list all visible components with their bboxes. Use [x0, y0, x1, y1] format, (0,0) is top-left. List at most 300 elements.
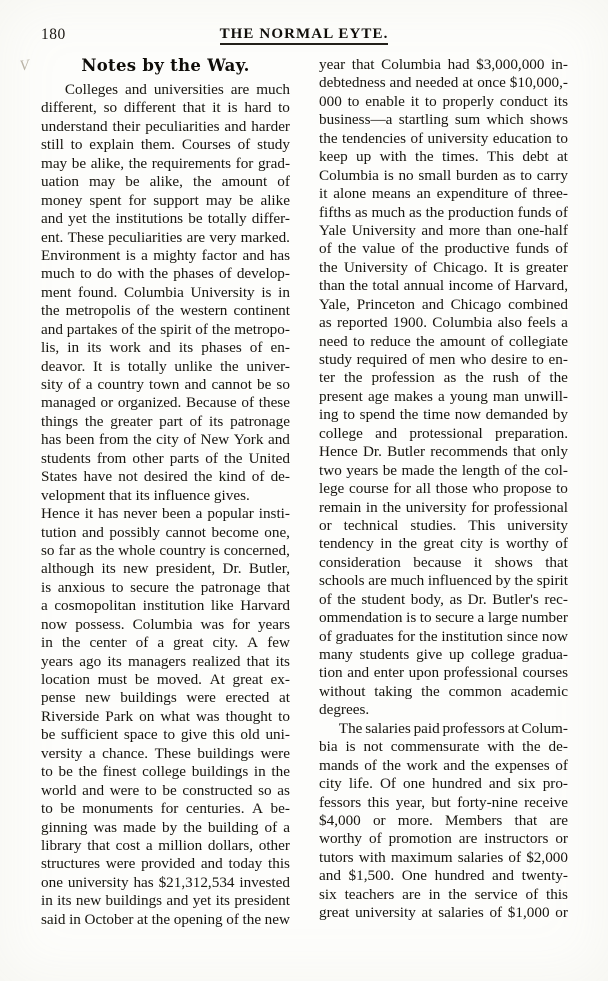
word: college	[319, 424, 363, 442]
text-line	[41, 911, 290, 929]
word: the	[349, 277, 369, 295]
word: en-	[270, 339, 290, 357]
word: number	[521, 609, 568, 627]
word: uni-	[265, 726, 290, 744]
text-line	[41, 192, 290, 210]
word: protessional	[409, 424, 483, 442]
word: dollars,	[207, 836, 254, 854]
word: may	[205, 191, 233, 209]
word: taking	[374, 682, 413, 700]
word: in	[41, 892, 53, 910]
word: to	[278, 99, 290, 117]
word: Hence	[319, 443, 358, 461]
word: parts	[169, 449, 200, 467]
word: not	[363, 738, 383, 756]
word: the	[419, 627, 438, 645]
word: expenditure	[436, 185, 509, 203]
word: and	[242, 246, 265, 264]
text-line	[41, 689, 290, 707]
word: work	[406, 756, 438, 774]
word: of	[414, 258, 427, 276]
word: one,	[264, 523, 290, 541]
text-line	[319, 591, 568, 609]
word: be	[257, 376, 272, 393]
text-line	[41, 653, 290, 671]
word: the	[549, 369, 568, 387]
word: to	[520, 166, 533, 184]
word: is	[383, 166, 394, 184]
word: $2,000	[526, 848, 568, 866]
word: buildings	[197, 744, 254, 762]
word: startling	[398, 111, 449, 129]
word: the	[193, 173, 212, 191]
word: Park	[105, 707, 134, 725]
text-line	[319, 830, 568, 848]
word: It	[93, 357, 103, 375]
word: in	[365, 498, 378, 516]
word: concerned,	[223, 541, 290, 559]
word: building	[207, 818, 259, 836]
text-line	[41, 468, 290, 486]
word: consideration	[319, 553, 401, 571]
text-line	[41, 431, 290, 449]
word: mighty	[153, 246, 197, 264]
word: Dr.	[467, 590, 487, 608]
word: upon	[408, 664, 440, 682]
word: support	[153, 191, 199, 209]
word: to	[111, 578, 124, 596]
word: in	[380, 535, 393, 553]
text-line	[319, 443, 568, 461]
word: for	[397, 627, 416, 645]
word: be	[58, 763, 73, 781]
word: greater	[110, 412, 153, 430]
word: be-	[270, 800, 290, 818]
word: it	[410, 92, 420, 110]
text-line	[41, 542, 290, 560]
word: totally	[127, 357, 167, 375]
word: is	[41, 578, 52, 596]
word: Riverside	[41, 707, 100, 725]
word: and	[200, 855, 223, 873]
text-line	[41, 265, 290, 283]
word: the	[155, 302, 175, 320]
word: the	[416, 332, 435, 350]
word: with	[117, 265, 145, 283]
word: institutions	[115, 210, 184, 228]
text-line	[319, 757, 568, 775]
word: totally	[207, 210, 247, 228]
word: constructed	[182, 781, 253, 799]
word: country	[159, 541, 206, 559]
word: of	[508, 848, 522, 866]
word: things	[41, 412, 79, 430]
word: students	[359, 646, 410, 663]
word: institution	[142, 597, 205, 615]
word: new	[85, 689, 111, 707]
word: a	[85, 376, 93, 393]
word: tutors	[319, 848, 354, 866]
word: States	[41, 468, 78, 486]
word: old	[240, 726, 260, 744]
word: finest	[102, 763, 137, 781]
word: in	[67, 339, 80, 357]
word: and	[492, 867, 514, 885]
text-line	[319, 462, 568, 480]
text-line	[41, 708, 290, 726]
word: metropolis	[65, 302, 131, 320]
text-line	[319, 609, 568, 627]
word: kind	[218, 468, 246, 486]
word: university	[355, 904, 416, 922]
word: of	[195, 320, 208, 338]
word: sity	[41, 376, 63, 393]
word: be	[188, 210, 203, 228]
text-line	[41, 394, 290, 412]
word: never	[123, 505, 158, 523]
word: that	[267, 578, 290, 596]
word: cosmopolitan	[54, 597, 137, 615]
word: univer-	[246, 357, 290, 375]
word: funds	[515, 240, 550, 258]
text-line	[41, 800, 290, 818]
word: without	[319, 682, 366, 700]
word: town	[149, 376, 180, 393]
word: great	[173, 634, 204, 652]
word: years	[41, 652, 74, 670]
word: study	[257, 136, 290, 154]
word: by	[552, 406, 568, 424]
word: a	[141, 246, 148, 264]
word: These	[154, 744, 191, 762]
word: and	[347, 664, 370, 682]
text-line	[41, 579, 290, 597]
left-column	[41, 56, 290, 929]
word: made	[123, 818, 156, 836]
word: is	[125, 246, 136, 264]
word: the	[183, 818, 202, 836]
word: maximum	[390, 848, 453, 866]
word: graduates	[335, 627, 394, 645]
word: the	[337, 590, 356, 608]
word: to	[79, 265, 92, 283]
text-line	[319, 93, 568, 111]
word: structures	[41, 855, 101, 873]
word: has	[133, 873, 154, 891]
word: as	[449, 590, 463, 608]
word: Harvard	[240, 597, 290, 615]
word: the	[470, 756, 490, 774]
word: may	[89, 173, 116, 191]
word: is	[209, 541, 220, 559]
word: feels	[527, 314, 556, 332]
text-line	[319, 204, 568, 222]
word: in	[428, 885, 441, 903]
word: college	[470, 646, 515, 663]
word: become	[211, 523, 259, 541]
word: this	[546, 885, 568, 903]
word: to	[70, 136, 83, 154]
word: to	[556, 129, 568, 147]
word: a	[437, 387, 445, 405]
word: Butler,	[248, 560, 290, 578]
text-line	[41, 155, 290, 173]
word: study	[319, 351, 352, 368]
text-line	[41, 81, 290, 99]
word: $21,312,534	[158, 873, 235, 891]
word: much	[371, 203, 406, 221]
word: are	[230, 81, 250, 98]
word: that	[246, 652, 270, 670]
word: the	[522, 738, 541, 756]
text-line	[319, 130, 568, 148]
word: at	[279, 689, 290, 707]
word: of	[205, 449, 218, 467]
word: of	[410, 129, 424, 147]
word: needed	[415, 74, 459, 92]
word: burden	[455, 166, 499, 184]
word: phases	[173, 265, 214, 283]
word: college	[142, 763, 187, 781]
text-line	[319, 74, 568, 92]
text-line	[319, 369, 568, 387]
word: of	[401, 240, 414, 258]
word: the	[465, 369, 484, 387]
word: and	[41, 320, 63, 338]
word: have	[83, 468, 113, 486]
text-line	[41, 892, 290, 910]
word: two	[319, 461, 342, 479]
word: city.	[212, 634, 239, 652]
word: reported	[336, 314, 388, 332]
word: the	[242, 910, 262, 928]
word: and	[488, 775, 511, 793]
word: of	[555, 240, 568, 258]
word: been	[65, 431, 95, 449]
word: to	[419, 609, 432, 627]
word: demanded	[485, 406, 549, 424]
word: students	[41, 449, 91, 467]
word: as	[502, 166, 516, 184]
word: the	[438, 461, 458, 479]
word: them.	[140, 136, 175, 154]
word: men	[429, 351, 456, 368]
word: lis,	[41, 339, 60, 357]
word: hundred	[432, 775, 482, 793]
word: fessors	[319, 793, 362, 811]
word: sufficient	[61, 726, 119, 744]
word: of	[489, 904, 503, 922]
word: of	[319, 627, 332, 645]
text-line	[41, 524, 290, 542]
word: $4,000	[319, 811, 361, 829]
word: country	[97, 376, 144, 393]
word: with	[358, 848, 386, 866]
word: are	[402, 885, 421, 903]
word: This	[487, 148, 515, 166]
word: understand	[41, 117, 108, 135]
text-line	[41, 634, 290, 652]
word: need	[319, 332, 348, 350]
word: as	[277, 781, 290, 799]
text-line	[319, 664, 568, 682]
word: age	[367, 387, 390, 405]
word: to	[556, 480, 568, 498]
word: alone	[333, 185, 367, 203]
word: to	[163, 726, 176, 744]
word: tendency	[319, 535, 374, 553]
text-line	[41, 671, 290, 689]
word: the	[419, 240, 439, 258]
word: far	[58, 541, 76, 559]
word: year,	[395, 793, 426, 811]
word: be	[71, 154, 87, 172]
word: that	[512, 443, 536, 461]
word: of	[364, 756, 377, 774]
word: the	[382, 756, 401, 774]
word: University	[190, 283, 255, 301]
word: of	[490, 332, 504, 350]
text-line	[41, 136, 290, 154]
word: requirements	[151, 154, 232, 172]
word: university	[507, 516, 568, 534]
word: three-	[532, 185, 568, 203]
text-line	[319, 333, 568, 351]
text-line	[41, 210, 290, 228]
word: income	[448, 277, 494, 295]
word: its	[178, 339, 194, 357]
word: man	[492, 387, 520, 405]
word: properly	[442, 92, 494, 110]
word: the	[521, 461, 540, 479]
word: studies.	[410, 516, 457, 534]
word: president	[234, 892, 290, 910]
word: total	[372, 277, 400, 295]
word: popular	[207, 505, 254, 523]
paragraph-indent	[319, 720, 336, 738]
text-line	[319, 738, 568, 756]
paragraph-indent	[41, 81, 58, 99]
text-line	[41, 173, 290, 191]
word: do	[96, 265, 113, 283]
word: debt	[522, 148, 549, 166]
word: and	[224, 117, 247, 135]
text-line	[319, 259, 568, 277]
word: be	[134, 671, 150, 688]
text-line: degrees.	[319, 701, 370, 719]
word: of	[525, 885, 539, 903]
text-line	[319, 167, 568, 185]
word: Hence	[41, 505, 80, 523]
word: has	[41, 431, 62, 449]
word: in	[253, 763, 266, 781]
word: space	[123, 726, 158, 744]
word: the	[133, 431, 152, 449]
word: those	[435, 480, 468, 498]
word: promotion	[388, 830, 452, 848]
word: and	[319, 867, 341, 885]
word: en-	[548, 351, 568, 368]
word: sum	[454, 111, 481, 129]
word: the	[271, 763, 290, 781]
text-line	[319, 904, 568, 922]
word: One	[401, 867, 428, 885]
text-line	[319, 351, 568, 369]
word: spend	[359, 406, 396, 424]
word: continent	[233, 302, 290, 320]
text-line	[41, 229, 290, 247]
word: salaries	[365, 719, 411, 737]
word: of	[319, 240, 332, 258]
word: of	[411, 351, 425, 368]
word: of	[555, 756, 568, 774]
word: Environment	[41, 246, 121, 264]
word: not	[118, 468, 138, 486]
word: because	[413, 553, 462, 571]
word: its	[215, 892, 230, 910]
text-line	[41, 837, 290, 855]
word: secure	[130, 578, 169, 596]
word: Columbia	[123, 283, 184, 301]
word: whole	[118, 541, 156, 559]
running-head	[0, 26, 608, 50]
word: had	[447, 56, 470, 73]
word: as	[443, 369, 457, 387]
text-line	[319, 867, 568, 885]
word: to	[144, 781, 157, 799]
text-line	[319, 499, 568, 517]
word: shows	[530, 111, 568, 129]
word: York	[233, 431, 264, 449]
word: professional	[443, 664, 518, 682]
word: conduct	[499, 92, 548, 110]
word: makes	[394, 387, 433, 405]
word: explain	[89, 136, 134, 154]
word: of	[555, 535, 568, 553]
word: centuries.	[185, 800, 245, 818]
word: fifths	[319, 203, 352, 221]
word: patronage	[230, 412, 290, 430]
word: the	[319, 258, 338, 276]
text-line	[41, 413, 290, 431]
word: enable	[365, 92, 405, 110]
word: city	[156, 431, 179, 449]
text-line	[41, 302, 290, 320]
word: is	[509, 258, 520, 276]
word: 1900.	[392, 314, 427, 332]
word: is	[345, 738, 356, 756]
word: develop-	[236, 265, 290, 283]
word: factor	[201, 246, 238, 264]
word: library	[41, 836, 82, 854]
word: times.	[441, 148, 479, 166]
word: reduce	[370, 332, 411, 350]
word: value	[362, 240, 396, 258]
word: so	[103, 99, 118, 117]
word: forty-nine	[457, 793, 518, 811]
word: the	[448, 885, 467, 903]
word: center	[89, 634, 127, 652]
word: years	[346, 461, 379, 479]
word: A	[247, 634, 259, 652]
word: now	[41, 615, 68, 633]
word: world	[41, 781, 77, 799]
word: of	[226, 910, 239, 928]
word: give	[416, 646, 443, 663]
word: recommends	[430, 443, 508, 461]
word: opening	[173, 910, 223, 928]
word: production	[447, 203, 514, 221]
